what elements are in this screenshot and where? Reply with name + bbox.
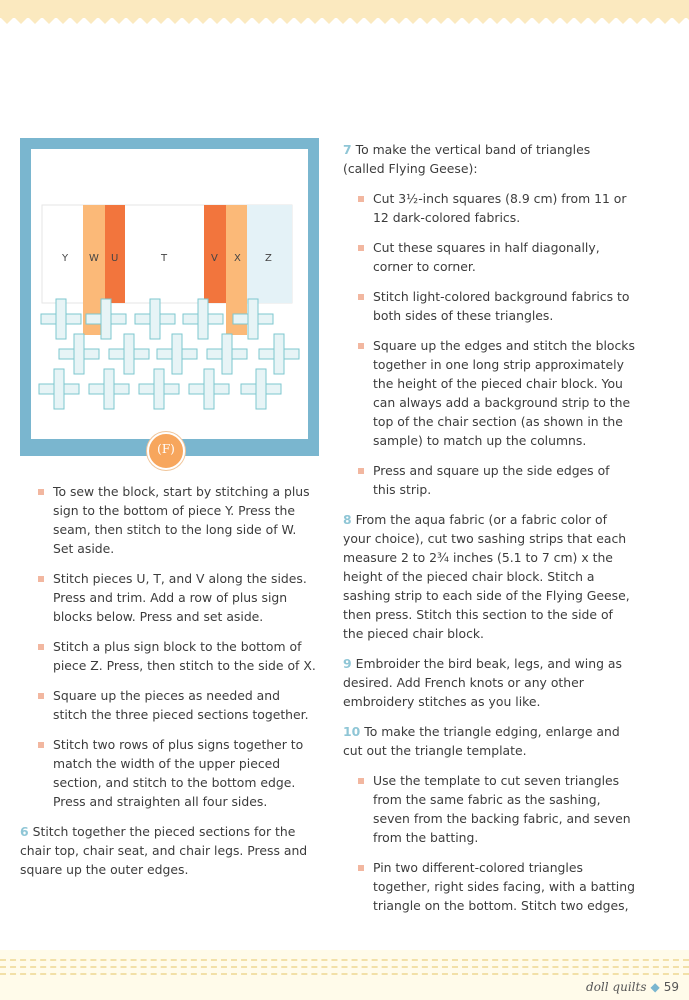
- bullet-text: Cut 3½-inch squares (8.9 cm) from 11 or 12 dark-colored fabrics.: [373, 191, 627, 225]
- bullet-text: Stitch light-colored background fabrics to both sides of these triangles.: [373, 289, 630, 323]
- step-number: 6: [20, 824, 29, 839]
- plus-sign-shape: [54, 369, 64, 409]
- bullet-text: Use the template to cut seven triangles from the same fabric as the sashing, seven from the backing fabric, and seven from the batting.: [373, 773, 631, 845]
- scallop-shape: [70, 17, 84, 24]
- step-text: Embroider the bird beak, legs, and wing as desired. Add French knots or any other embroidery stitches as you like.: [343, 656, 622, 709]
- plus-sign-shape: [56, 299, 66, 339]
- instruction-bullet: [358, 771, 635, 847]
- scallop-shape: [168, 17, 182, 24]
- plus-sign-shape: [222, 334, 232, 374]
- diamond-icon: ◆: [650, 980, 660, 994]
- scallop-shape: [154, 17, 168, 24]
- scallop-shape: [392, 17, 406, 24]
- scallop-shape: [560, 17, 574, 24]
- figure-badge: [147, 432, 185, 470]
- step-number: 7: [343, 142, 352, 157]
- scallop-shape: [658, 17, 672, 24]
- scallop-shape: [350, 17, 364, 24]
- step-6: [20, 822, 318, 879]
- footer-stitch-line: [0, 966, 689, 968]
- scallop-shape: [462, 17, 476, 24]
- scallop-shape: [140, 17, 154, 24]
- scallop-shape: [224, 17, 238, 24]
- plus-sign-shape: [124, 334, 134, 374]
- scallop-shape: [294, 17, 308, 24]
- step-text: Stitch together the pieced sections for the chair top, chair seat, and chair legs. Press and square up the outer edges.: [20, 824, 308, 877]
- plus-sign-shape: [198, 299, 208, 339]
- scallop-shape: [238, 17, 252, 24]
- instruction-bullet: [358, 189, 635, 227]
- label-t: T: [161, 253, 168, 264]
- label-w: W: [89, 253, 99, 264]
- step-7: [343, 140, 635, 178]
- step-number: 10: [343, 724, 361, 739]
- scallop-shape: [336, 17, 350, 24]
- scallop-shape: [308, 17, 322, 24]
- scallop-shape: [420, 17, 434, 24]
- scallop-shape: [448, 17, 462, 24]
- label-v: V: [211, 253, 218, 264]
- scallop-shape: [504, 17, 518, 24]
- scallop-shape: [280, 17, 294, 24]
- scallop-shape: [546, 17, 560, 24]
- step-10: [343, 722, 635, 760]
- scallop-shape: [364, 17, 378, 24]
- chair-block-diagram: [31, 149, 308, 439]
- bullet-text: To sew the block, start by stitching a plus sign to the bottom of piece Y. Press the seam, then stitch to the long side of W. Set aside.: [53, 484, 310, 556]
- top-decorative-band: [0, 0, 689, 26]
- bullet-text: Press and square up the side edges of this strip.: [373, 463, 610, 497]
- page-number: 59: [663, 980, 679, 994]
- scallop-shape: [14, 17, 28, 24]
- scallop-shape: [518, 17, 532, 24]
- instruction-bullet: [358, 238, 635, 276]
- scallop-shape: [476, 17, 490, 24]
- scallop-shape: [378, 17, 392, 24]
- step-9: [343, 654, 635, 711]
- step-text: To make the vertical band of triangles (called Flying Geese):: [343, 142, 591, 176]
- scallop-shape: [630, 17, 644, 24]
- scallop-shape: [406, 17, 420, 24]
- plus-sign-shape: [104, 369, 114, 409]
- plus-sign-shape: [74, 334, 84, 374]
- scallop-shape: [182, 17, 196, 24]
- scallop-shape: [98, 17, 112, 24]
- figure-badge-label: (F): [157, 442, 175, 456]
- book-title: doll quilts: [586, 980, 647, 994]
- scallop-shape: [644, 17, 658, 24]
- instruction-bullet: [358, 858, 635, 915]
- footer-stitch-line: [0, 959, 689, 961]
- diagram-figure: [20, 138, 319, 456]
- scallop-shape: [434, 17, 448, 24]
- instruction-bullet: [38, 735, 318, 811]
- instruction-bullet: [358, 336, 635, 450]
- scallop-shape: [0, 17, 14, 24]
- scallop-shape: [252, 17, 266, 24]
- bullet-text: Pin two different-colored triangles together, right sides facing, with a batting triangle on the bottom. Stitch two edges,: [373, 860, 635, 913]
- page-footer: [586, 980, 679, 994]
- scallop-shape: [588, 17, 602, 24]
- scallop-shape: [56, 17, 70, 24]
- instruction-bullet: [38, 569, 318, 626]
- scallop-shape: [322, 17, 336, 24]
- bullet-text: Stitch two rows of plus signs together to match the width of the upper pieced section, and stitch to the bottom edge. Press and straighten all four sides.: [53, 737, 304, 809]
- bullet-text: Stitch a plus sign block to the bottom of piece Z. Press, then stitch to the side of X.: [53, 639, 316, 673]
- step-number: 9: [343, 656, 352, 671]
- instruction-bullet: [38, 637, 318, 675]
- bullet-text: Square up the edges and stitch the blocks together in one long strip approximately the height of the pieced chair block. You can always add a background strip to the top of the chair section (as shown in the sample) to match up the columns.: [373, 338, 635, 448]
- scallop-shape: [490, 17, 504, 24]
- scallop-shape: [266, 17, 280, 24]
- label-u: U: [111, 253, 119, 264]
- label-z: Z: [265, 253, 272, 264]
- instruction-bullet: [358, 461, 635, 499]
- instruction-bullet: [38, 482, 318, 558]
- step-text: From the aqua fabric (or a fabric color of your choice), cut two sashing strips that each measure 2 to 2¾ inches (5.1 to 7 cm) x the height of the pieced chair block. Stitch a sashing strip to each side of the Flying Geese, then press. Stitch this section to the side of the pieced chair block.: [343, 512, 630, 641]
- bullet-text: Stitch pieces U, T, and V along the sides. Press and trim. Add a row of plus sign blocks below. Press and set aside.: [53, 571, 307, 624]
- step-8: [343, 510, 635, 643]
- plus-sign-shape: [274, 334, 284, 374]
- plus-sign-shape: [172, 334, 182, 374]
- scallop-shape: [112, 17, 126, 24]
- plus-sign-shape: [150, 299, 160, 339]
- plus-sign-shape: [256, 369, 266, 409]
- right-column: [343, 140, 635, 926]
- instruction-bullet: [38, 686, 318, 724]
- bullet-text: Square up the pieces as needed and stitch the three pieced sections together.: [53, 688, 309, 722]
- scallop-shape: [196, 17, 210, 24]
- step-number: 8: [343, 512, 352, 527]
- label-y: Y: [62, 253, 69, 264]
- scallop-shape: [616, 17, 630, 24]
- scallop-shape: [126, 17, 140, 24]
- scallop-shape: [574, 17, 588, 24]
- footer-stitch-line: [0, 973, 689, 975]
- label-x: X: [234, 253, 241, 264]
- scallop-shape: [84, 17, 98, 24]
- bullet-text: Cut these squares in half diagonally, corner to corner.: [373, 240, 600, 274]
- step-text: To make the triangle edging, enlarge and cut out the triangle template.: [343, 724, 620, 758]
- scallop-shape: [672, 17, 686, 24]
- plus-sign-shape: [204, 369, 214, 409]
- scallop-shape: [602, 17, 616, 24]
- scallop-shape: [210, 17, 224, 24]
- plus-sign-shape: [248, 299, 258, 339]
- instruction-bullet: [358, 287, 635, 325]
- plus-sign-shape: [101, 299, 111, 339]
- scallop-shape: [532, 17, 546, 24]
- plus-sign-shape: [154, 369, 164, 409]
- scallop-shape: [42, 17, 56, 24]
- scallop-shape: [28, 17, 42, 24]
- left-column: [20, 482, 318, 890]
